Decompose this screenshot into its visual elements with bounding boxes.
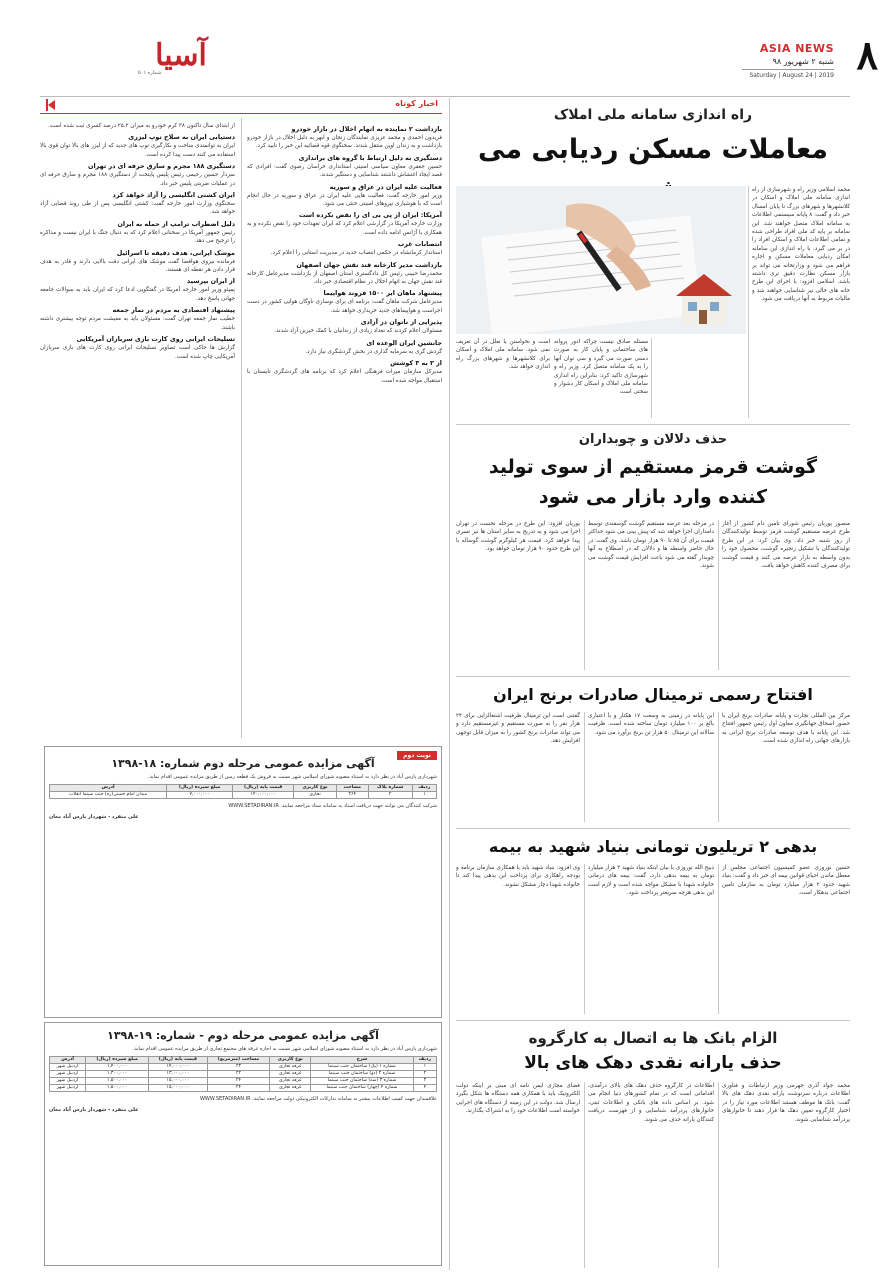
table-cell: ۲ (413, 1071, 436, 1078)
story1-kicker: راه اندازی سامانه ملی املاک (553, 107, 753, 123)
section-marker-icon-outline (46, 99, 48, 111)
brand-en: ASIA NEWS (759, 42, 834, 55)
brief-body: پمپئو وزیر امور خارجه آمریکا در گفتگویی ادعا کرد که ایران باید به سوالات جامعه جهانی پاسخ دهد. (40, 287, 235, 302)
brief-body: خطیب نماز جمعه تهران گفت: مسئولان باید به معیشت مردم توجه بیشتری داشته باشند. (40, 316, 235, 331)
brief-title: دلیل اضطراب ترامپ از حمله به ایران (117, 219, 235, 228)
column-header: مساحت (مترمربع) (207, 1057, 270, 1064)
column-header: شرح (311, 1057, 414, 1064)
story5-column-3 (456, 1082, 580, 1268)
table-cell: ۱,۵۰۰,۰۰۰ (86, 1085, 149, 1092)
story2-kicker: حذف دلالان و چوبداران (578, 432, 728, 447)
ad-footer: علی منفرد - شهردار پارس آباد مغان (49, 814, 139, 820)
table-cell: ۱,۳۰۰,۰۰۰ (86, 1071, 149, 1078)
table-cell: اردبیل شهر (50, 1078, 86, 1085)
logo-text: آسیا (155, 38, 207, 73)
brief-body: مدیرعامل شرکت ماهان گفت: برنامه ای برای نوسازی ناوگان هوایی کشور در دست اجراست و هواپیماهای جدید خریداری خواهد شد. (247, 299, 442, 314)
brief-title: موشک ایرانی، هدف دقیقه تا اسرائیل (116, 248, 235, 257)
story1-column-3 (456, 338, 550, 418)
table-cell: تجاری (294, 792, 337, 799)
table-cell: ۲۶۴ (336, 792, 368, 799)
table-header-row (50, 1057, 437, 1064)
story3-body-2: این پایانه در زمینی به وسعت ۱۷ هکتار و با اعتباری بالغ بر ۱۰۰ میلیارد تومان ساخته شده است. ظرفیت سالانه این ترمینال ۵۰ هزار تن برنج برآورد می شود. (588, 713, 714, 736)
table-cell: شماره ۱ (یک) ساختمان جنب سینما (311, 1064, 414, 1071)
ad-table (49, 784, 437, 799)
ad-notes: علاقمندان جهت کسب اطلاعات بیشتر به سامانه تدارکات الکترونیکی دولت مراجعه نمایند. WWW.SETADIRAN.IR (199, 1096, 437, 1102)
story3-body-3: گفتنی است این ترمینال ظرفیت اشتغالزایی برای ۲۴ هزار نفر را به صورت مستقیم و غیرمستقیم دارد و می تواند صادرات برنج کشور را به میزان قابل توجهی افزایش دهد. (456, 713, 580, 745)
ad-table (49, 1056, 437, 1092)
table-cell: غرفه تجاری (270, 1064, 311, 1071)
brief-body: ایران به توانمندی ساخت و بکارگیری توپ های جدید که از لیزر های بالا توان قوی بالا استفاده می کنند دست پیدا کرده است. (40, 143, 235, 158)
briefs-column-left (40, 122, 235, 742)
table-cell: اردبیل شهر (50, 1085, 86, 1092)
story1-column-2 (554, 338, 648, 418)
brief-body: فرمانده نیروی هوافضا گفت موشک های ایرانی دقت بالایی دارند و قادر به هدف قرار دادن هر نقطه ای هستند. (40, 258, 235, 274)
ad-title: آگهی مزایده عمومی مرحله دوم - شماره: ۱۹-۱۳۹۸ (107, 1029, 379, 1042)
brief-title: آمریکا: ایران از پی بی ای را نقض نکرده است (298, 211, 442, 220)
house-and-pen-illustration (456, 186, 746, 334)
story4-column-2 (588, 864, 714, 1014)
story1-body-2: مسئله صادق نیست چراکه ادور پروانه های ساختمانی و پایان کار به صورت دستی صورت می گیرد و سی توان آنها را به یک سامانه متصل کرد. وزیر راه و شهرسازی تاکید کرد: بنابراین راه اندازی سامانه ملی املاک و اسکان کار دشوار و سختی است (554, 339, 648, 396)
table-cell: ۳ (413, 1078, 436, 1085)
story2-body-1: منصور پوریان رئیس شورای تامین دام کشور از آغاز طرح عرضه مستقیم گوشت قرمز توسط تولیدکنندگان از روز شنبه خبر داد. وی بیان کرد: در این طرح تولیدکنندگان با تشکیل زنجیره گوشت، محصول خود را بدون واسطه به بازار عرضه می کنند و قیمت گوشت برای مصرف کننده کاهش خواهد یافت. (722, 521, 850, 570)
brief-title: بازداشت ۲ نماینده به اتهام اخلال در بازار خودرو (291, 125, 442, 133)
column-header: قیمت پایه (ریال) (233, 785, 294, 792)
tender-ad-1 (44, 746, 442, 1018)
brief-body: فریدون احمدی و محمد عزیزی نمایندگان زنجان و ابهر به دلیل اخلال در بازار خودرو بازداشت و به زندان اوین منتقل شدند. سخنگوی قوه قضائیه این خبر را تایید کرد. (247, 135, 442, 150)
column-header: مساحت (336, 785, 368, 792)
table-cell: ۱۵,۰۰۰,۰۰۰ (149, 1085, 208, 1092)
brief-body: وزارت خارجه آمریکا در گزارشی اعلام کرد که ایران تعهدات خود را نقض نکرده و به همکاری با آژانس ادامه داده است. (247, 221, 442, 236)
brief-title: انتصابات غرب (397, 240, 442, 249)
column-header: نوع کاربری (294, 785, 337, 792)
brief-body: گزارش ها حاکی است تصاویر تسلیحات ایرانی روی کارت های بازی سربازان آمریکایی چاپ شده است. (40, 345, 235, 360)
story3-body-1: مرکز بین المللی تجارت و پایانه صادرات برنج ایران با حضور اسحاق جهانگیری معاون اول رئیس جمهور افتتاح شد. این پایانه با هدف توسعه صادرات برنج ایرانی به بازارهای جهانی راه اندازی شده است. (722, 713, 850, 745)
table-cell: ۱,۴۰۰,۰۰۰ (86, 1064, 149, 1071)
ad-badge: نوبت دوم (397, 751, 437, 760)
brief-title: ایران کشتی انگلیسی را آزاد خواهد کرد (112, 191, 235, 200)
table-cell: شماره ۳ (سه) ساختمان جنب سینما (311, 1078, 414, 1085)
story4-body-1: حسین نوروزی عضو کمیسیون اجتماعی مجلس از معطل ماندن احیای قوانین بیمه ای خبر داد و گفت: بنیاد شهید حدود ۲ هزار میلیارد تومان به سازمان تامین اجتماعی بدهکار است. (722, 865, 850, 897)
story3-column-1 (722, 712, 850, 822)
brief-body: مسئولان اعلام کردند که تعداد زیادی از زندانیان با کمک خیرین آزاد شدند. (274, 328, 442, 335)
story5-column-1 (722, 1082, 850, 1268)
table-cell: ۷,۰۰۰,۰۰۰ (167, 792, 233, 799)
story1-body-3: است و نخواستن یا تعلل در آن تعریف نمی شود. سامانه ملی املاک و اسکان برای کلانشهرها و شهرهای بزرگ راه اندازی خواهد شد. (456, 339, 550, 371)
story3-column-3 (456, 712, 580, 822)
table-cell: ۲۴ (207, 1085, 270, 1092)
column-header: شماره پلاک (368, 785, 412, 792)
story1-photo (456, 186, 746, 334)
brief-title: دستگیری ۱۸۸ مجرم و سارق حرفه ای در تهران (88, 162, 235, 171)
column-header: مبلغ سپرده (ریال) (167, 785, 233, 792)
story5-body-3: فضای مجازی ایمن نامه ای مبنی بر اینکه دولت الکترونیک باید با همکاری همه دستگاه ها شکل بگیرد ارسال شد. دولت در این زمینه از دستگاه های اجرایی خواسته است اطلاعات خود را به اشتراک بگذارند. (456, 1083, 580, 1115)
table-cell: ۱ (413, 1064, 436, 1071)
column-header: ردیف (412, 785, 436, 792)
story4-column-3 (456, 864, 580, 1014)
table-cell: غرفه تجاری (270, 1085, 311, 1092)
column-header: قیمت پایه (ریال) (149, 1057, 208, 1064)
story4-headline: بدهی ۲ تریلیون تومانی بنیاد شهید به بیمه (488, 837, 818, 856)
table-cell: غرفه تجاری (270, 1071, 311, 1078)
ad-footer: علی منفرد - شهردار پارس آباد مغان (49, 1107, 139, 1113)
story2-column-3 (456, 520, 580, 670)
story2-column-1 (722, 520, 850, 670)
table-cell: ۱۵,۰۰۰,۰۰۰ (149, 1078, 208, 1085)
table-row (50, 1085, 437, 1092)
table-cell: ۲۴ (207, 1078, 270, 1085)
brief-body: حسین جعفری معاون سیاسی امنیتی استانداری خراسان رضوی گفت: افرادی که قصد ایجاد اغتشاش داشتند شناسایی و دستگیر شدند. (247, 163, 442, 179)
brief-title: دستیابی ایران به سلاح توپ لیزری (128, 133, 235, 142)
ad-title: آگهی مزایده عمومی مرحله دوم شماره: ۱۸-۱۳۹۸ (111, 757, 375, 770)
ad-intro: شهرداری پارس آباد در نظر دارد به استناد مصوبه شورای اسلامی شهر نسبت به فروش یک قطعه زمین از طریق مزایده عمومی اقدام نماید. (147, 774, 437, 780)
story5-body-1: محمد جواد آذری جهرمی وزیر ارتباطات و فناوری اطلاعات درباره سرنوشت یارانه نقدی دهک های بالا گفت: بانک ها موظف هستند اطلاعات مورد نیاز را در اختیار کارگروه تعیین دهک ها قرار دهند تا خانوارهای پردرآمد شناسایی شوند. (722, 1083, 850, 1123)
table-cell: ۲ (368, 792, 412, 799)
logo-sub: شماره ۵۰۱ (138, 70, 162, 76)
story3-column-2 (588, 712, 714, 822)
page-number: ۸ (856, 32, 878, 79)
story2-headline: گوشت قرمز مستقیم از سوی تولید کننده وارد بازار می شود (488, 456, 818, 508)
table-cell: ۱۴۰,۰۰۰,۰۰۰ (233, 792, 294, 799)
ad-notes: شرکت کنندگان می توانند جهت دریافت اسناد به سامانه ستاد مراجعه نمایند. WWW.SETADIRAN.IR (228, 803, 437, 809)
column-header: آدرس (50, 1057, 86, 1064)
brief-title: از ایران بپرسید (186, 277, 235, 286)
brief-body: استاندار کرمانشاه در حکمی انتصاب جدید در مدیریت استانی را اعلام کرد. (270, 250, 442, 257)
brief-body: رئیس جمهور آمریکا در سخنانی اعلام کرد که به دنبال جنگ با ایران نیست و مذاکره را ترجیح می دهد. (40, 229, 235, 245)
date-fa: شنبه ۲ شهریور ۹۸ (772, 57, 834, 66)
brief-title: از ۳ به ۳ کوشش (390, 359, 442, 368)
column-header: آدرس (50, 785, 167, 792)
story1-column-1 (752, 186, 850, 418)
section-header (40, 98, 442, 112)
table-cell: میدان امام خمینی(ره) جنب سینما انقلاب (50, 792, 167, 799)
brief-title: پیشنهاد ماهان ایر ۱۵۰۰ فروند هواپیما (323, 289, 442, 298)
story5-kicker: الزام بانک ها به اتصال به کارگروه (528, 1029, 778, 1047)
story4-column-1 (722, 864, 850, 1014)
brief-body: از ابتدای سال تاکنون ۳۸ کرم خودرو به میزان ۲۵.۲ درصد کسری ثبت شده است. (48, 123, 235, 129)
table-cell: ۱,۵۰۰,۰۰۰ (86, 1078, 149, 1085)
table-cell: ۴ (413, 1085, 436, 1092)
brief-title: دستگیری به دلیل ارتباط با گروه های براندازی (298, 153, 442, 162)
logo (138, 38, 224, 84)
section-label: اخبار کوتاه (395, 99, 438, 108)
section-marker-icon (48, 100, 55, 110)
brief-body: مدیرکل سازمان میراث فرهنگی اعلام کرد که برنامه های گردشگری تابستان با استقبال مواجه شده است. (247, 369, 442, 384)
brief-body: وزیر امور خارجه گفت: فعالیت هایی علیه ایران در عراق و سوریه در حال انجام است که با هوشیاری نیروهای امنیتی خنثی می شود. (247, 192, 442, 208)
date-en: Saturday | August 24 | 2019 (749, 72, 834, 79)
story4-body-2: ذبیح الله نوروزی با بیان اینکه بنیاد شهید ۲ هزار میلیارد تومان به بیمه بدهی دارد، گفت: بیمه های درمانی خانواده شهدا با مشکل مواجه شده است و لازم است این بدهی هرچه سریعتر پرداخت شود. (588, 865, 714, 897)
table-cell: ۲۲ (207, 1071, 270, 1078)
brief-title: بازداشت مدیر کارخانه قند نقش جهان اصفهان (296, 260, 442, 269)
table-cell: غرفه تجاری (270, 1078, 311, 1085)
table-cell: شماره ۲ (دو) ساختمان جنب سینما (311, 1071, 414, 1078)
brief-body: گردش گری به سرمایه گذاری در بخش گردشگری نیاز دارد. (305, 348, 442, 355)
table-row (50, 1078, 437, 1085)
column-header: نوع کاربری (270, 1057, 311, 1064)
story5-headline: حذف یارانه نقدی دهک های بالا (524, 1053, 782, 1073)
brief-title: فعالیت علیه ایران در عراق و سوریه (329, 182, 442, 191)
story2-column-2 (588, 520, 714, 670)
story1-body-1: محمد اسلامی وزیر راه و شهرسازی از راه اندازی سامانه ملی املاک و اسکان در کلانشهرها و شهرهای بزرگ تا پایان امسال خبر داد و گفت: ۸ پایانه سیستمی اطلاعات به سامانه املاک متصل خواهند شد. این سامانه بر پایه کد ملی افراد طراحی شده و تمامی اطلاعات املاک و اسکان افراد را در بر می گیرد. با راه اندازی این سامانه امکان ردیابی معاملات مسکن و اجاره فراهم می شود و وزارتخانه می تواند بر بازار مسکن نظارت دقیق تری داشته باشد. اسلامی افزود: با اجرای این طرح خانه های خالی نیز شناسایی خواهند شد و مالیات مربوط به آنها دریافت می شود. (752, 187, 850, 303)
brief-title: پیشنهاد افتصادی به مردم در نماز جمعه (112, 306, 235, 315)
masthead (0, 0, 896, 96)
story4-body-3: وی افزود: بنیاد شهید باید با همکاری سازمان برنامه و بودجه راهکاری برای پرداخت این بدهی پیدا کند تا خانواده شهدا دچار مشکل نشوند. (456, 865, 580, 888)
brief-body: سخنگوی وزارت امور خارجه گفت: کشتی انگلیسی پس از طی روند قضایی آزاد خواهد شد. (40, 201, 235, 216)
brief-title: جانشین ایران الوعده ای (366, 338, 442, 347)
table-header-row (50, 785, 437, 792)
column-header: ردیف (413, 1057, 436, 1064)
table-cell: ۱ (412, 792, 436, 799)
tender-ad-2 (44, 1022, 442, 1266)
story5-column-2 (588, 1082, 714, 1268)
story3-headline: افتتاح رسمی ترمینال صادرات برنج ایران (493, 685, 813, 704)
brief-body: محمدرضا حبیبی رئیس کل دادگستری استان اصفهان از بازداشت مدیرعامل کارخانه قند نقش جهان به اتهام اخلال در نظام اقتصادی خبر داد. (247, 270, 442, 286)
table-cell: ۱۳,۰۰۰,۰۰۰ (149, 1071, 208, 1078)
table-cell: ۲۳ (207, 1064, 270, 1071)
table-row (50, 1071, 437, 1078)
table-cell: اردبیل شهر (50, 1071, 86, 1078)
table-cell: اردبیل شهر (50, 1064, 86, 1071)
story1-headline: معاملات مسکن ردیابی می (478, 134, 828, 165)
brief-body: سردار حسین رحیمی رئیس پلیس پایتخت از دستگیری ۱۸۸ مجرم و سارق حرفه ای در عملیات ضربتی پلیس خبر داد. (40, 172, 235, 187)
ad-intro: شهرداری پارس آباد در نظر دارد به استناد مصوبه شورای اسلامی شهر نسبت به اجاره غرفه های مجتمع تجاری از طریق مزایده عمومی اقدام نماید. (132, 1046, 437, 1052)
table-row (50, 792, 437, 799)
column-header: مبلغ سپرده (ریال) (86, 1057, 149, 1064)
brief-title: پذیرایی از ناتوان در آزادی (360, 318, 442, 327)
table-cell: شماره ۴ (چهار) ساختمان جنب سینما (311, 1085, 414, 1092)
story5-body-2: اطلاعات در کارگروه حذف دهک های بالای درآمدی، اقداماتی است که در تمام کشورهای دنیا انجام می شود. بر اساس داده های بانکی و اطلاعات ثبتی، خانوارهای پردرآمد شناسایی و از فهرست دریافت کنندگان یارانه حذف می شوند. (588, 1083, 714, 1123)
story2-body-3: پوریان افزود: این طرح در مرحله نخست در تهران اجرا می شود و به تدریج به سایر استان ها نیز تسری پیدا خواهد کرد. قیمت هر کیلوگرم گوشت گوساله با این طرح حدود ۹۰ هزار تومان خواهد بود. (456, 521, 580, 553)
table-cell: ۱۴,۰۰۰,۰۰۰ (149, 1064, 208, 1071)
briefs-column-right (247, 122, 442, 742)
table-row (50, 1064, 437, 1071)
story2-body-2: در مرحله بعد عرضه مستقیم گوشت گوسفندی توسط دامداران اجرا خواهد شد که پیش بینی می شود حداکثر قیمت برای آن ۸۵ تا ۹۰ هزار تومان باشد. وی گفت: در حال حاضر واسطه ها و دلالان که در اصطلاح به آنها چوبدار گفته می شود باعث افزایش قیمت گوشت می شوند. (588, 521, 714, 570)
brief-title: تسلیحات ایرانی روی کارت بازی سربازان آمریکایی (76, 335, 235, 344)
